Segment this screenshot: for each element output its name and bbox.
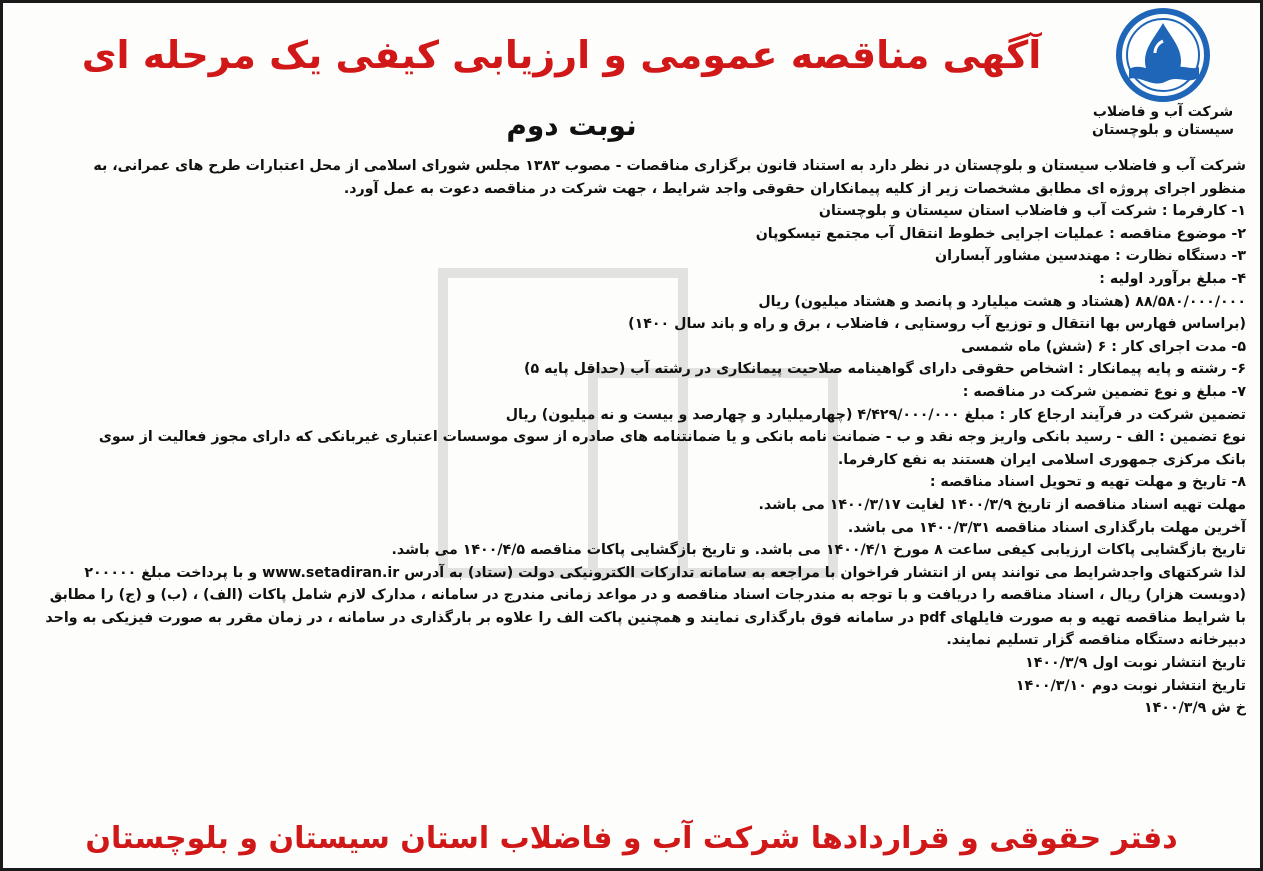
body-line: ۶- رشته و پایه پیمانکار : اشخاص حقوقی دارای گواهینامه صلاحیت پیمانکاری در رشته آب (حداقل پایه ۵) — [524, 361, 1246, 378]
notice-title: آگهی مناقصه عمومی و ارزیابی کیفی یک مرحله ای — [81, 33, 1042, 77]
body-line: ۵- مدت اجرای کار : ۶ (شش) ماه شمسی — [961, 338, 1246, 355]
body-line: مهلت تهیه اسناد مناقصه از تاریخ ۱۴۰۰/۳/۹ لغایت ۱۴۰۰/۳/۱۷ می باشد. — [758, 496, 1246, 513]
notice-footer: دفتر حقوقی و قراردادها شرکت آب و فاضلاب استان سیستان و بلوچستان — [85, 821, 1178, 856]
company-logo — [1088, 7, 1238, 157]
body-line: لذا شرکتهای واجدشرایط می توانند پس از انتشار فراخوان با مراجعه به سامانه تدارکات الکترونیکی دولت (ستاد) به آدرس www.setadiran.ir و با پرداخت مبلغ ۲۰۰۰۰۰ — [84, 564, 1246, 581]
body-line: ۸- تاریخ و مهلت تهیه و تحویل اسناد مناقصه : — [929, 474, 1246, 491]
body-line: دبیرخانه دستگاه مناقصه گزار تسلیم نمایند. — [946, 632, 1246, 649]
body-line: ۸۸/۵۸۰/۰۰۰/۰۰۰ (هشتاد و هشت میلیارد و پانصد و هشتاد میلیون) ریال — [758, 293, 1246, 310]
company-name-line2: سیستان و بلوچستان — [1091, 122, 1235, 138]
body-line: منظور اجرای پروژه ای مطابق مشخصات زیر از کلیه پیمانکاران حقوقی واجد شرایط ، جهت شرکت در مناقصه دعوت به عمل آورد. — [343, 180, 1246, 197]
body-line: بانک مرکزی جمهوری اسلامی ایران هستند به نفع کارفرما. — [837, 451, 1246, 468]
notice-body — [23, 155, 1246, 720]
body-line: تاریخ انتشار نوبت اول ۱۴۰۰/۳/۹ — [1025, 655, 1246, 672]
body-line: خ ش ۱۴۰۰/۳/۹ — [1143, 700, 1246, 717]
water-drop-logo-icon — [1115, 7, 1211, 103]
body-line: ۳- دستگاه نظارت : مهندسین مشاور آبساران — [934, 248, 1246, 265]
body-line: ۷- مبلغ و نوع تضمین شرکت در مناقصه : — [962, 383, 1246, 400]
body-line: ۴- مبلغ برآورد اولیه : — [1099, 270, 1246, 287]
body-line: تاریخ انتشار نوبت دوم ۱۴۰۰/۳/۱۰ — [1015, 677, 1246, 694]
body-line: شرکت آب و فاضلاب سیستان و بلوچستان در نظر دارد به استناد قانون برگزاری مناقصات - مصوب ۱۳۸۳ مجلس شورای اسلامی از محل اعتبارات طرح های عمرانی، به — [93, 158, 1246, 174]
body-line: با شرایط مناقصه تهیه و به صورت فایلهای pdf در سامانه فوق بارگذاری نمایند و همچنین پاکت الف را علاوه بر بارگذاری در سامانه ، در زمان مقرر به صورت فیزیکی به واحد — [45, 609, 1246, 626]
body-line: تاریخ بازگشایی پاکات ارزیابی کیفی ساعت ۸ مورخ ۱۴۰۰/۴/۱ می باشد. و تاریخ بازگشایی پاکات مناقصه ۱۴۰۰/۴/۵ می باشد. — [391, 542, 1246, 559]
body-line: تضمین شرکت در فرآیند ارجاع کار : مبلغ ۴/۴۲۹/۰۰۰/۰۰۰ (چهارمیلیارد و چهارصد و بیست و نه میلیون) ریال — [505, 406, 1246, 423]
notice-subtitle: نوبت دوم — [506, 109, 637, 142]
body-line: (دویست هزار) ریال ، اسناد مناقصه را دریافت و با توجه به مندرجات اسناد مناقصه و در مواعد زمانی مندرج در سامانه ، مدارک لازم شامل پاکات (الف) ، (ب) و (ج) را مطابق — [49, 587, 1246, 604]
body-line: ۱- کارفرما : شرکت آب و فاضلاب استان سیستان و بلوچستان — [818, 203, 1246, 220]
body-line: نوع تضمین : الف - رسید بانکی واریز وجه نقد و ب - ضمانت نامه بانکی و یا ضمانتنامه های صادره از سوی موسسات اعتباری غیربانکی که دارای مجوز فعالیت از سوی — [98, 429, 1246, 446]
company-name-line1: شرکت آب و فاضلاب — [1092, 104, 1234, 120]
body-line: (براساس فهارس بها انتقال و توزیع آب روستایی ، فاضلاب ، برق و راه و باند سال ۱۴۰۰) — [628, 316, 1246, 333]
body-line: آخرین مهلت بارگذاری اسناد مناقصه ۱۴۰۰/۳/۳۱ می باشد. — [847, 519, 1246, 536]
body-line: ۲- موضوع مناقصه : عملیات اجرایی خطوط انتقال آب مجتمع تیسکوپان — [755, 225, 1246, 242]
